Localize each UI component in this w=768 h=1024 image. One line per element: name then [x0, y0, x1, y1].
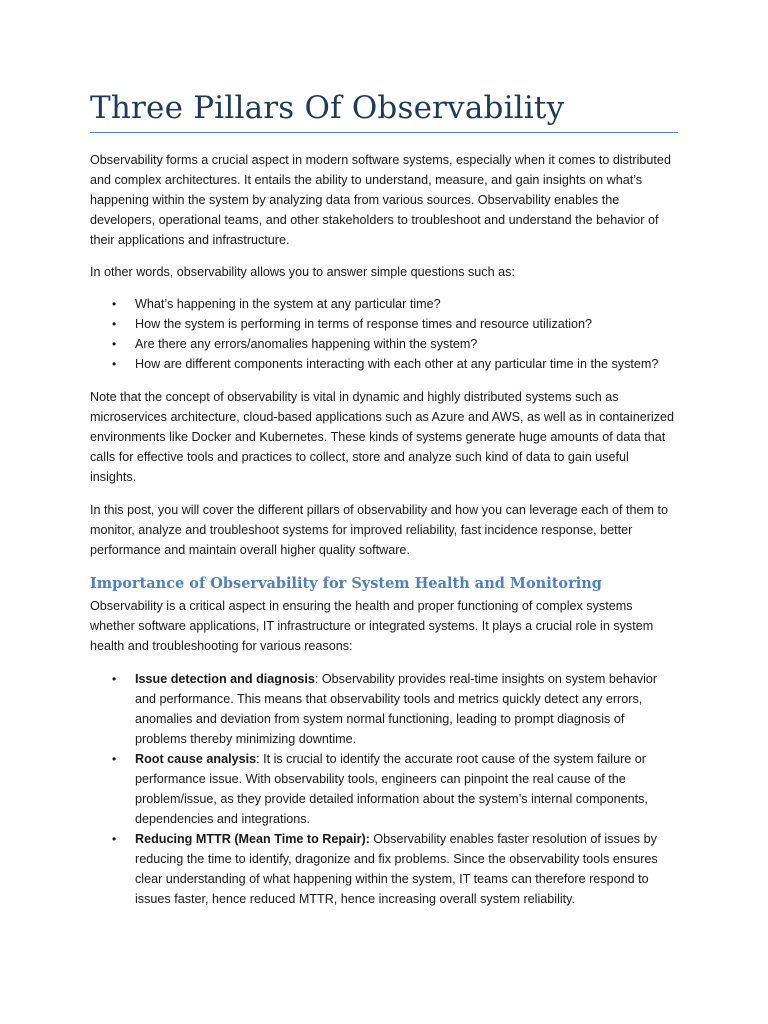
bullet-icon: • — [112, 297, 117, 311]
list-item — [90, 354, 678, 374]
reason-term: Reducing MTTR (Mean Time to Repair): — [135, 832, 370, 846]
bullet-icon: • — [112, 752, 117, 766]
reason-term: Root cause analysis — [135, 752, 257, 766]
section-heading: Importance of Observability for System Health and Monitoring — [90, 575, 602, 592]
reasons-list — [90, 669, 678, 909]
list-item — [90, 314, 678, 334]
reason-text: Observability enables faster resolution of issues by reducing the time to identify, dragonize and fix problems. Since the observability tools ensures clear understanding of what happening within the system, IT teams can therefore respond to issues faster, hence reduced MTTR, hence increasing overall system reliability. — [135, 832, 658, 906]
other-words-paragraph: In other words, observability allows you to answer simple questions such as: — [90, 265, 515, 279]
importance-paragraph: Observability is a critical aspect in ensuring the health and proper functioning of complex systems whether software applications, IT infrastructure or integrated systems. It plays a crucial role in system health and troubleshooting for various reasons: — [90, 599, 654, 653]
list-item — [90, 829, 678, 909]
document-page — [90, 90, 678, 909]
list-item-text: Are there any errors/anomalies happening within the system? — [135, 337, 478, 351]
post-paragraph: In this post, you will cover the different pillars of observability and how you can leverage each of them to monitor, analyze and troubleshoot systems for improved reliability, fast incidence response, better performance and maintain overall higher quality software. — [90, 503, 668, 557]
note-paragraph: Note that the concept of observability is vital in dynamic and highly distributed systems such as microservices architecture, cloud-based applications such as Azure and AWS, as well as in containerized environments like Docker and Kubernetes. These kinds of systems generate huge amounts of data that calls for effective tools and practices to collect, store and analyze such kind of data to gain useful insights. — [90, 390, 675, 484]
reason-term: Issue detection and diagnosis — [135, 672, 315, 686]
list-item — [90, 749, 678, 829]
reason-text: : It is crucial to identify the accurate root cause of the system failure or performance issue. With observability tools, engineers can pinpoint the real cause of the problem/issue, as they provide detailed information about the system’s internal components, dependencies and integrations. — [135, 752, 648, 826]
list-item — [90, 294, 678, 314]
list-item-text: How are different components interacting with each other at any particular time in the system? — [135, 357, 659, 371]
page-title: Three Pillars Of Observability — [90, 90, 678, 133]
bullet-icon: • — [112, 317, 117, 331]
list-item-text: How the system is performing in terms of response times and resource utilization? — [135, 317, 593, 331]
list-item — [90, 334, 678, 354]
questions-list — [90, 294, 678, 374]
intro-paragraph: Observability forms a crucial aspect in modern software systems, especially when it comes to distributed and complex architectures. It entails the ability to understand, measure, and gain insights on what’s happening within the system by analyzing data from various sources. Observability enables the developers, operational teams, and other stakeholders to troubleshoot and understand the behavior of their applications and infrastructure. — [90, 153, 671, 247]
list-item — [90, 669, 678, 749]
reason-text: : Observability provides real-time insights on system behavior and performance. This means that observability tools and metrics quickly detect any errors, anomalies and deviation from system normal functioning, leading to prompt diagnosis of problems thereby minimizing downtime. — [135, 672, 658, 746]
bullet-icon: • — [112, 832, 117, 846]
bullet-icon: • — [112, 357, 117, 371]
list-item-text: What’s happening in the system at any particular time? — [135, 297, 441, 311]
bullet-icon: • — [112, 337, 117, 351]
bullet-icon: • — [112, 672, 117, 686]
